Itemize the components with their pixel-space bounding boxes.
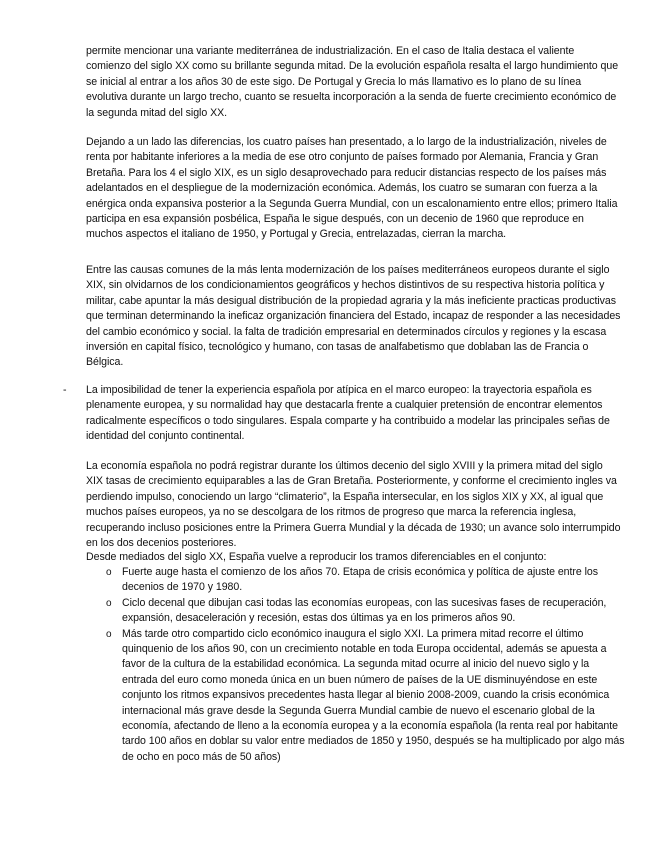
phases-list (86, 565, 626, 765)
paragraph-spanish-economy-growth: La economía española no podrá registrar durante los últimos decenio del siglo XVIII y la primera mitad del siglo XIX tasas de crecimiento equiparables a las de Gran Bretaña. Posteriormente, y conforme el crecimiento ingles va perdiendo impulso, conociendo un largo “climaterio”, la España intersecular, en los siglos XIX y XX, al igual que muchos países europeos, ya no se descolgara de los ritmos de progreso que marca la referencia inglesa, recuperando incluso posiciones entre la Primera Guerra Mundial y la década de 1930; un avance solo interrumpido en los dos decenios posteriores. (86, 460, 621, 550)
paragraph-since-mid-xx: Desde mediados del siglo XX, España vuelve a reproducir los tramos diferenciables en el conjunto: (86, 551, 547, 563)
paragraph-spanish-normality: La imposibilidad de tener la experiencia española por atípica en el marco europeo: la trayectoria española es plenamente europea, y su normalidad hay que destacarla frente a cualquier pretensión de encontrar elementos radicalmente específicos o todo singulares. Espala comparte y ha contribuido a modelar las principales señas de identidad del conjunto continental. (86, 384, 610, 443)
list-item-text: Fuerte auge hasta el comienzo de los años 70. Etapa de crisis económica y política de ajuste entre los decenios de 1970 y 1980. (122, 566, 599, 594)
list-item-text: Ciclo decenal que dibujan casi todas las economías europeas, con las sucesivas fases de recuperación, expansión, desaceleración y recesión, estas dos últimas ya en los primeros años 90. (122, 596, 607, 625)
paragraph-mediterranean-variant: permite mencionar una variante mediterránea de industrialización. En el caso de Italia destaca el valiente comienzo del siglo XX como su brillante segunda mitad. De la evolución española resalta el largo hundimiento que se inicial al entrar a los años 30 de este sigo. De Portugal y Grecia lo más llamativo es lo plano de su línea evolutiva durante un largo trecho, cuanto se resuelta incorporación a la senda de fuerte crecimiento económico de la segunda mitad del siglo XX. (86, 45, 619, 119)
circle-bullet-icon: o (106, 597, 112, 609)
list-item (86, 565, 626, 596)
dash-bullet: - (63, 384, 67, 396)
paragraph-differences: Dejando a un lado las diferencias, los cuatro países han presentado, a lo largo de la industrialización, niveles de renta por habitante inferiores a la media de ese otro conjunto de países formado por Alemania, Francia y Gran Bretaña. Para los 4 el siglo XIX, es un siglo desaprovechado para reducir distancias respecto de los países más adelantados en el despliegue de la modernización económica. Además, los cuatro se sumaran con fuerza a la enérgica onda expansiva posterior a la Segunda Guerra Mundial, con un escalonamiento entre ellos; primero Italia participa en esa expansión posbélica, España le sigue después, con un decenio de 1960 que reproduce en muchos aspectos el italiano de 1950, y Portugal y Grecia, entrelazadas, cierran la marcha. (86, 136, 618, 241)
list-item-text: Más tarde otro compartido ciclo económico inaugura el siglo XXI. La primera mitad recorre el último quinquenio de los años 90, con un crecimiento notable en toda Europa occidental, además se apuesta a favor de la cultura de la estabilidad económica. La segunda mitad ocurre al inicio del nuevo siglo y la entrada del euro como moneda única en un buen número de países de la UE disminuyéndose en este conjunto los ritmos expansivos precedentes hasta llegar al bienio 2008-2009, cuando la crisis económica internacional más grave desde la Segunda Guerra Mundial cambie de nuevo el escenario global de la economía, afectando de lleno a la economía europea y a la economía española (la renta real por habitante tardo 100 años en doblar su valor entre mediados de 1850 y 1950, después se ha multiplicado por algo más de ocho en poco más de 50 años) (122, 627, 625, 763)
list-item (86, 596, 626, 627)
circle-bullet-icon: o (106, 628, 112, 640)
list-item (86, 627, 626, 766)
paragraph-common-causes: Entre las causas comunes de la más lenta modernización de los países mediterráneos europeos durante el siglo XIX, sin olvidarnos de los condicionamientos geográficos y hechos distintivos de su respectiva historia política y militar, cabe apuntar la más desigual distribución de la propiedad agraria y la más ineficiente practicas productivas que terminan determinando la ineficaz organización financiera del Estado, incapaz de responder a las necesidades del cambio económico y social. la falta de tradición empresarial en determinados círculos y regiones y la escasa inversión en capital físico, tecnológico y humano, con tasas de analfabetismo que doblaban las de Francia o Bélgica. (86, 264, 621, 369)
circle-bullet-icon: o (106, 567, 112, 578)
